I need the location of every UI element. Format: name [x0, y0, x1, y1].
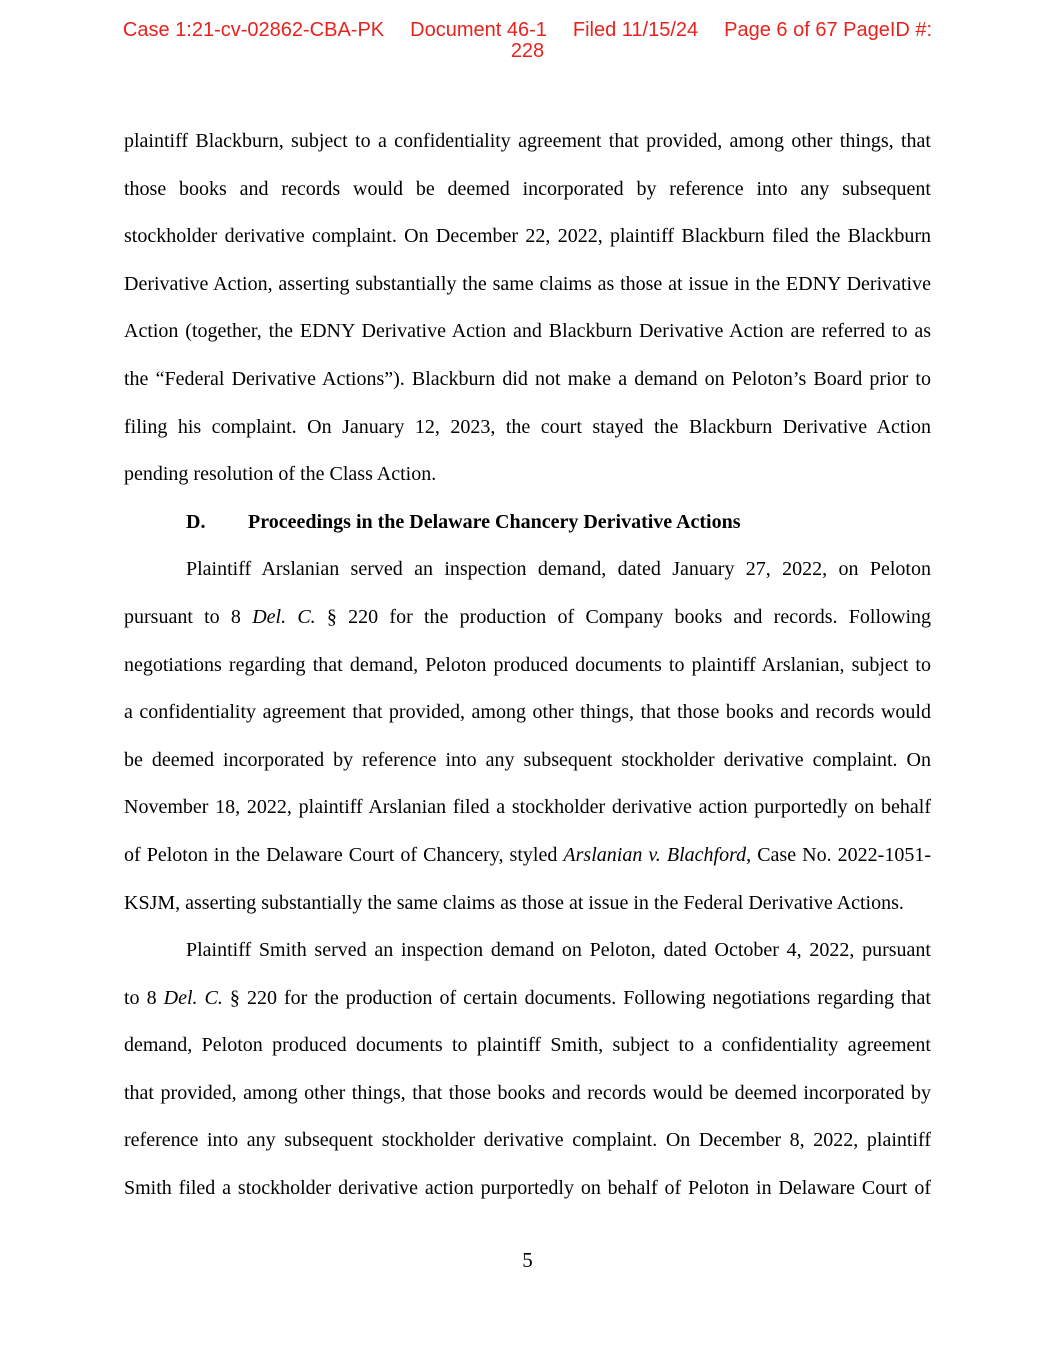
text-line: filing his complaint. On January 12, 2023, the court stayed the Blackburn Derivative Action — [124, 415, 931, 438]
page-number: 5 — [522, 1248, 533, 1272]
statute-citation: Del. C. — [252, 605, 316, 628]
text-line: KSJM, asserting substantially the same claims as those at issue in the Federal Derivative Actions. — [124, 891, 904, 914]
text-line: Action (together, the EDNY Derivative Action and Blackburn Derivative Action are referred to as — [124, 320, 931, 343]
text-run: of Peloton in the Delaware Court of Chancery, styled — [124, 843, 564, 866]
paragraph-arslanian — [124, 546, 931, 927]
case-citation: Arslanian v. Blachford — [563, 843, 747, 866]
text-line: negotiations regarding that demand, Peloton produced documents to plaintiff Arslanian, subject to — [124, 653, 931, 676]
text-run: § 220 for the production of Company books and records. Following — [315, 605, 931, 628]
text-run: to 8 — [124, 986, 164, 1009]
text-run: § 220 for the production of certain documents. Following negotiations regarding that — [222, 986, 931, 1009]
document-number: Document 46-1 — [410, 19, 547, 41]
text-line — [124, 594, 931, 642]
text-run: , Case No. 2022-1051- — [746, 843, 932, 866]
document-body — [124, 118, 931, 1213]
section-heading — [124, 499, 931, 547]
text-line: Plaintiff Smith served an inspection demand on Peloton, dated October 4, 2022, pursuant — [186, 939, 931, 962]
text-line: plaintiff Blackburn, subject to a confidentiality agreement that provided, among other things, that — [124, 130, 931, 152]
filing-header — [0, 20, 1055, 62]
text-line: Smith filed a stockholder derivative action purportedly on behalf of Peloton in Delaware Court of — [124, 1177, 931, 1200]
text-line: Derivative Action, asserting substantially the same claims as those at issue in the EDNY Derivative — [124, 272, 931, 295]
text-line — [124, 975, 931, 1023]
statute-citation: Del. C. — [163, 986, 223, 1009]
text-line: that provided, among other things, that those books and records would be deemed incorporated by — [124, 1081, 931, 1104]
text-line: stockholder derivative complaint. On December 22, 2022, plaintiff Blackburn filed the Blackburn — [124, 225, 931, 248]
text-line: a confidentiality agreement that provided, among other things, that those books and records would — [124, 701, 931, 724]
text-line: be deemed incorporated by reference into any subsequent stockholder derivative complaint. On — [124, 748, 931, 771]
paragraph-smith — [124, 927, 931, 1213]
text-line: pending resolution of the Class Action. — [124, 463, 437, 486]
section-title: Proceedings in the Delaware Chancery Derivative Actions — [248, 510, 741, 533]
paragraph-continued — [124, 118, 931, 499]
page-id: 228 — [510, 40, 545, 62]
text-line: reference into any subsequent stockholder derivative complaint. On December 8, 2022, plaintiff — [124, 1129, 931, 1152]
text-line: demand, Peloton produced documents to plaintiff Smith, subject to a confidentiality agreement — [124, 1034, 931, 1057]
text-line — [124, 832, 931, 880]
text-line: those books and records would be deemed incorporated by reference into any subsequent — [124, 177, 931, 200]
text-line: the “Federal Derivative Actions”). Blackburn did not make a demand on Peloton’s Board prior to — [124, 367, 931, 390]
section-letter: D. — [186, 510, 206, 533]
filed-date: Filed 11/15/24 — [572, 19, 699, 41]
text-line: November 18, 2022, plaintiff Arslanian filed a stockholder derivative action purportedly on behalf — [124, 796, 931, 819]
case-number: Case 1:21-cv-02862-CBA-PK — [122, 19, 385, 41]
text-line: Plaintiff Arslanian served an inspection demand, dated January 27, 2022, on Peloton — [186, 558, 931, 581]
page-info: Page 6 of 67 PageID #: — [724, 19, 933, 41]
text-run: pursuant to 8 — [124, 605, 253, 628]
